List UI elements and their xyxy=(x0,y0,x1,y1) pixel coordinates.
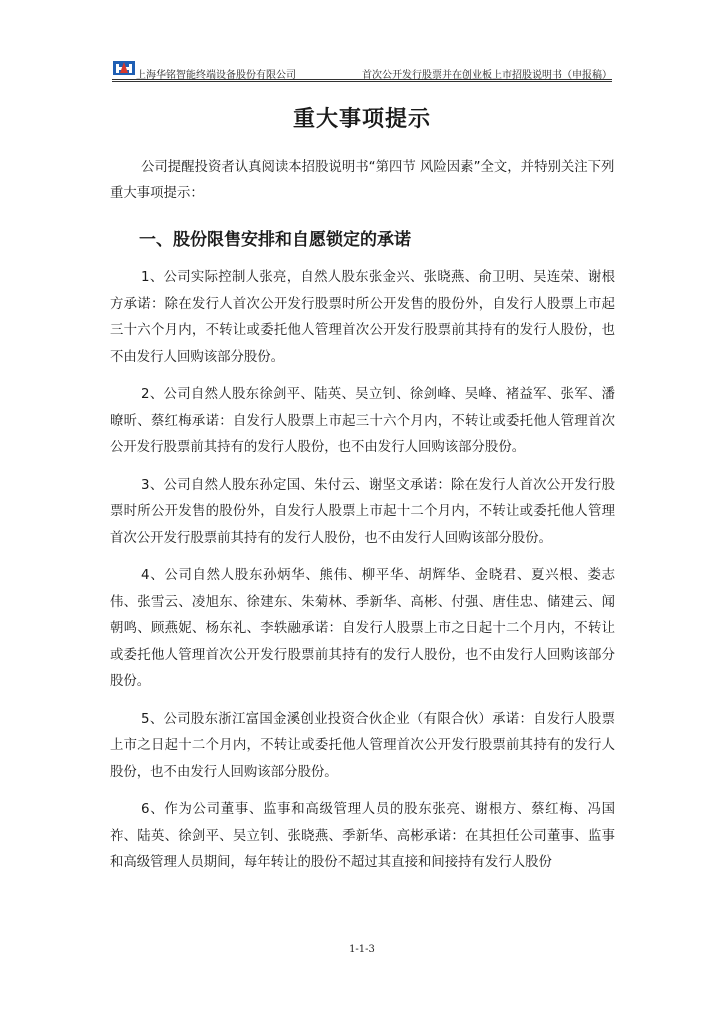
document-title: 首次公开发行股票并在创业板上市招股说明书（申报稿） xyxy=(362,70,612,81)
header-rule xyxy=(112,79,612,82)
company-logo-icon xyxy=(112,59,136,77)
page-header xyxy=(112,58,612,80)
page-number: 1-1-3 xyxy=(349,944,375,955)
intro-paragraph: 公司提醒投资者认真阅读本招股说明书“第四节 风险因素”全文，并特别关注下列重大事项提示： xyxy=(110,160,615,201)
commitment-item-6: 6、作为公司董事、监事和高级管理人员的股东张亮、谢根方、蔡红梅、冯国祚、陆英、徐剑平、吴立钊、张晓燕、季新华、高彬承诺：在其担任公司董事、监事和高级管理人员期间，每年转让的股份不超过其直接和间接持有发行人股份 xyxy=(110,802,615,870)
commitment-item-4: 4、公司自然人股东孙炳华、熊伟、柳平华、胡辉华、金晓君、夏兴根、娄志伟、张雪云、凌旭东、徐建东、朱菊林、季新华、高彬、付强、唐佳忠、储建云、闻朝鸣、顾燕妮、杨东礼、李轶融承诺：自发行人股票上市之日起十二个月内，不转让或委托他人管理首次公开发行股票前其持有的发行人股份，也不由发行人回购该部分股份。 xyxy=(110,568,615,689)
section-heading: 一、股份限售安排和自愿锁定的承诺 xyxy=(139,230,411,250)
page-title: 重大事项提示 xyxy=(292,107,431,132)
commitment-item-1: 1、公司实际控制人张亮，自然人股东张金兴、张晓燕、俞卫明、吴连荣、谢根方承诺：除在发行人首次公开发行股票时所公开发售的股份外，自发行人股票上市起三十六个月内，不转让或委托他人管理首次公开发行股票前其持有的发行人股份，也不由发行人回购该部分股份。 xyxy=(110,270,615,365)
commitment-item-5: 5、公司股东浙江富国金溪创业投资合伙企业（有限合伙）承诺：自发行人股票上市之日起十二个月内，不转让或委托他人管理首次公开发行股票前其持有的发行人股份，也不由发行人回购该部分股份。 xyxy=(110,711,615,780)
commitment-item-3: 3、公司自然人股东孙定国、朱付云、谢坚文承诺：除在发行人首次公开发行股票时所公开发售的股份外，自发行人股票上市起十二个月内，不转让或委托他人管理首次公开发行股票前其持有的发行人股份，也不由发行人回购该部分股份。 xyxy=(110,477,615,546)
commitment-item-2: 2、公司自然人股东徐剑平、陆英、吴立钊、徐剑峰、吴峰、褚益军、张军、潘暸昕、蔡红梅承诺：自发行人股票上市起三十六个月内，不转让或委托他人管理首次公开发行股票前其持有的发行人股份，也不由发行人回购该部分股份。 xyxy=(110,387,615,455)
commitment-list xyxy=(110,265,615,888)
company-name: 上海华铭智能终端设备股份有限公司 xyxy=(136,70,296,81)
